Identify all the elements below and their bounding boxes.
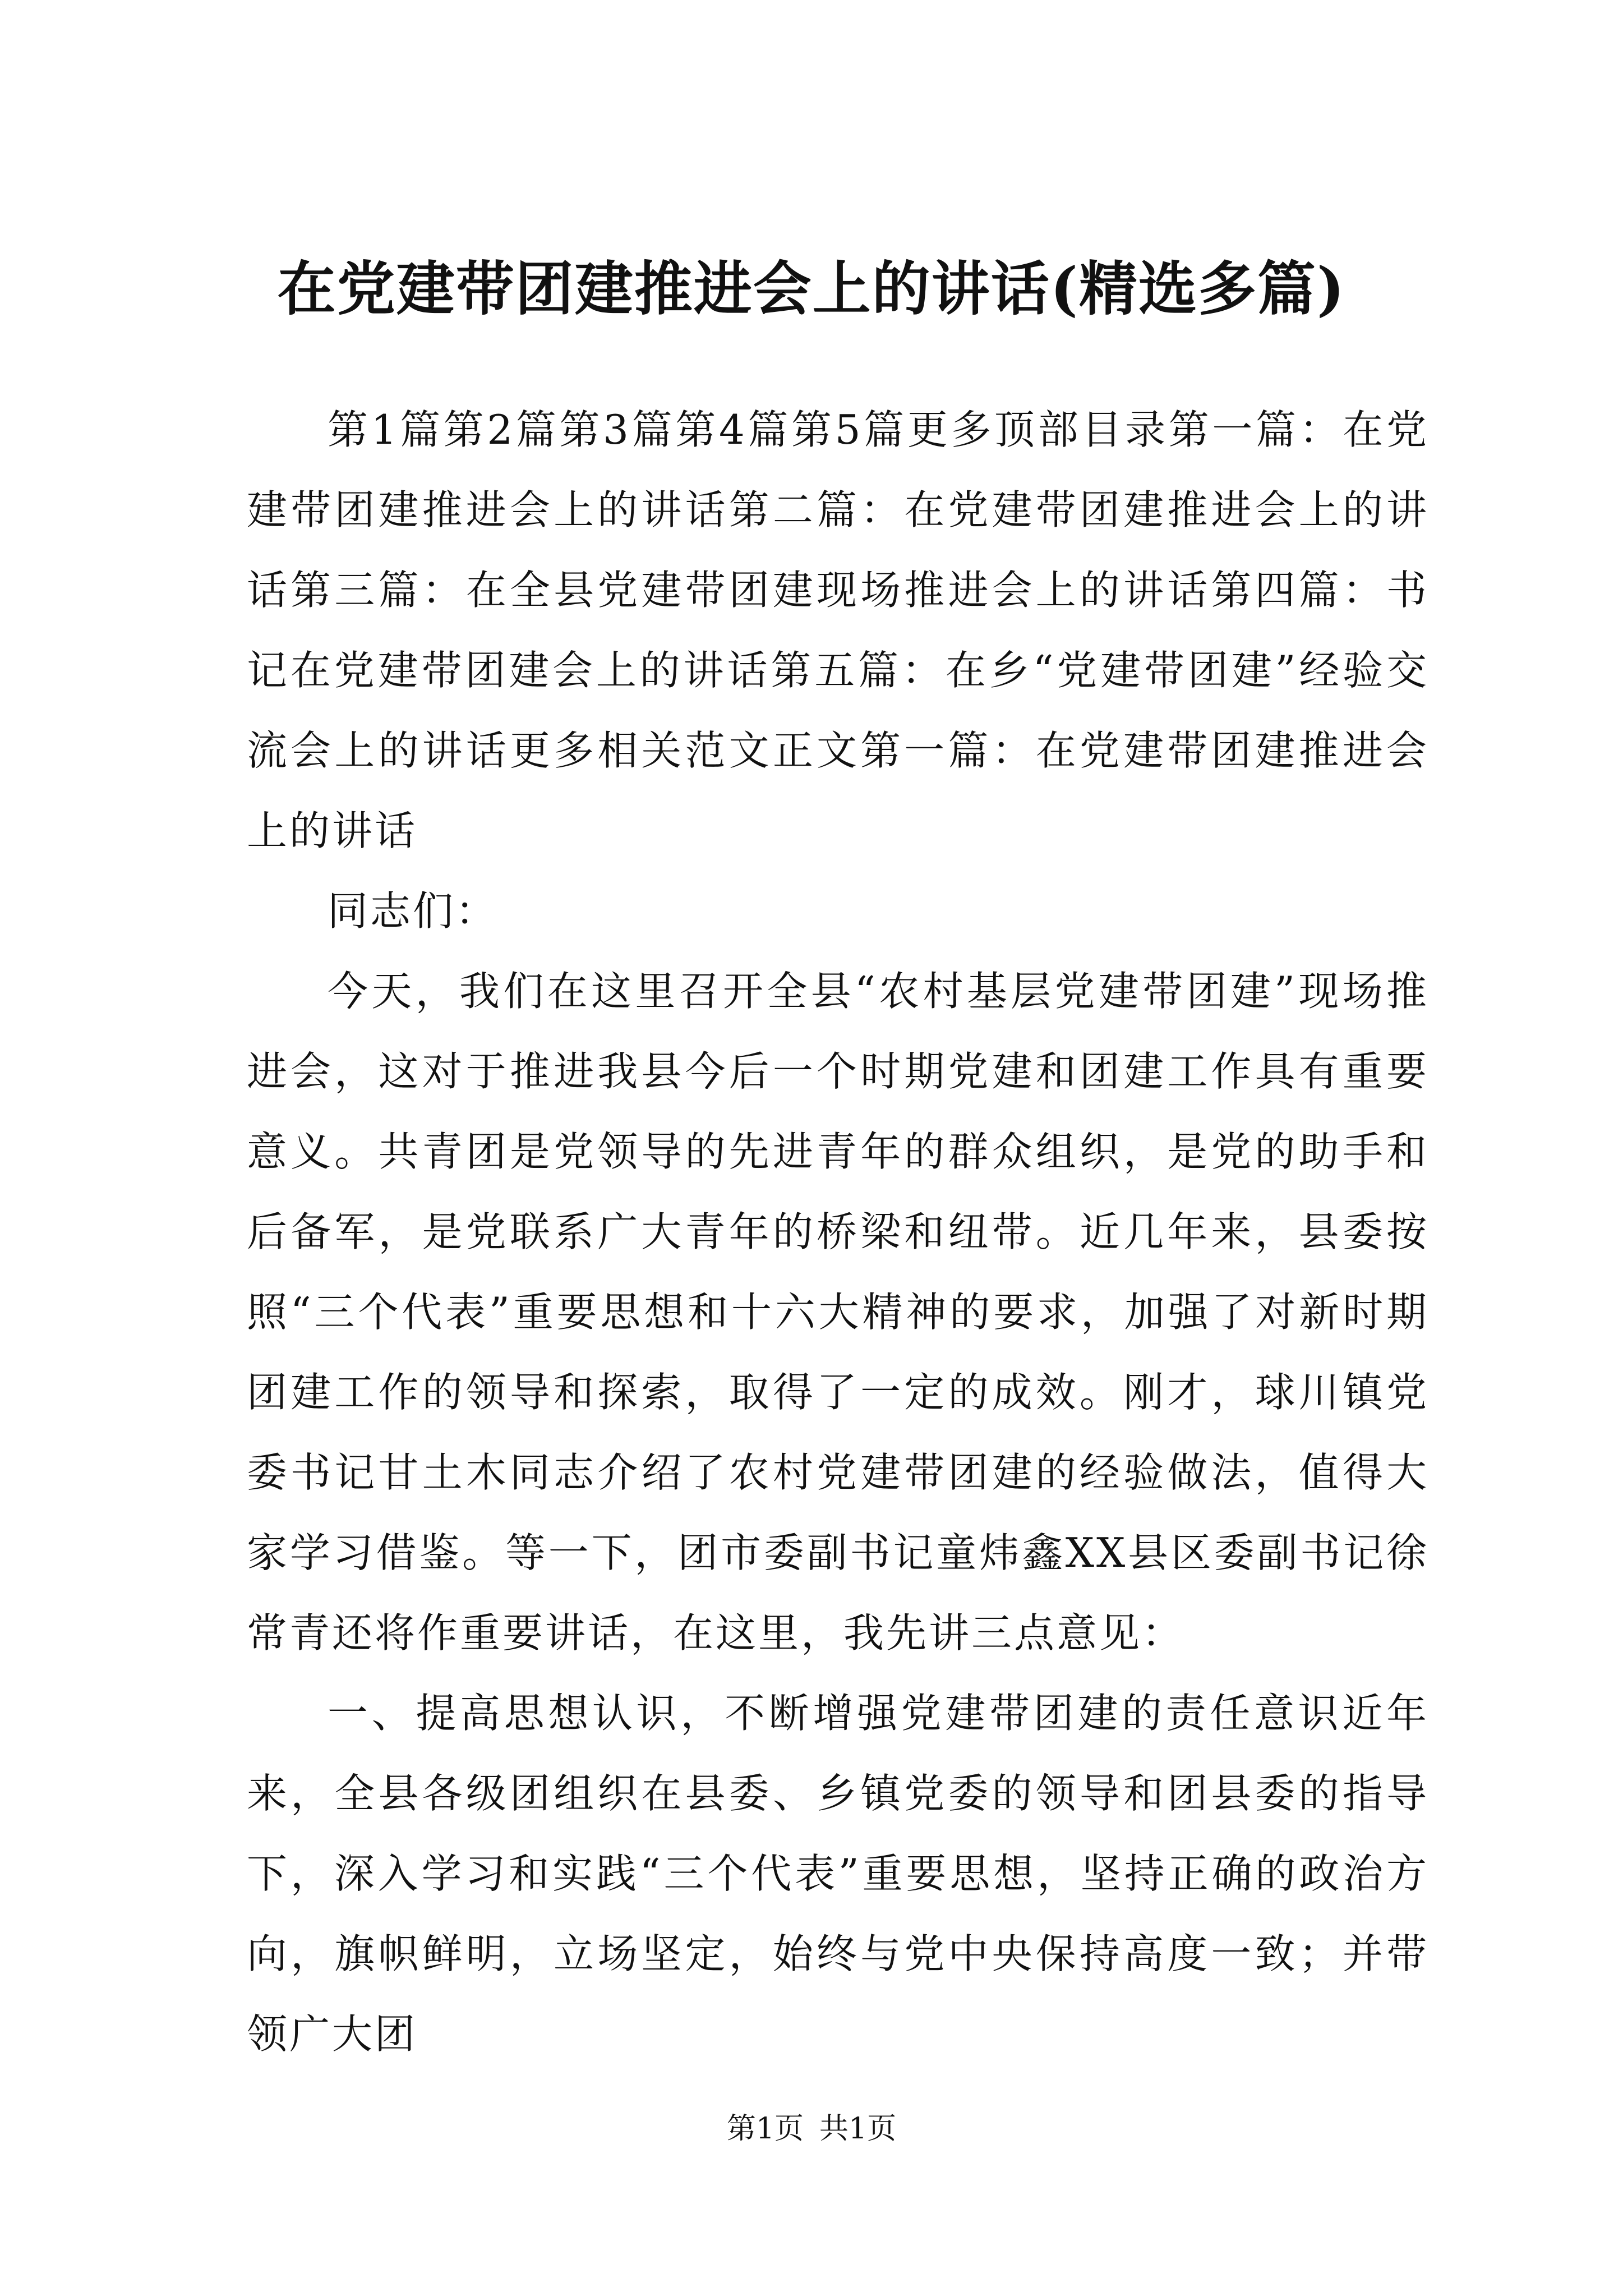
paragraph-section-one: 一、提高思想认识，不断增强党建带团建的责任意识近年来，全县各级团组织在县委、乡镇党委的领导和团县委的指导下，深入学习和实践“三个代表”重要思想，坚持正确的政治方向，旗帜鲜明，立场坚定，始终与党中央保持高度一致；并带领广大团 — [247, 1690, 1429, 2058]
paragraph-salutation: 同志们： — [328, 887, 499, 935]
document-body — [247, 390, 1429, 2074]
paragraph-toc: 第1篇第2篇第3篇第4篇第5篇更多顶部目录第一篇：在党建带团建推进会上的讲话第二篇：在党建带团建推进会上的讲话第三篇：在全县党建带团建现场推进会上的讲话第四篇：书记在党建带团建会上的讲话第五篇：在乡“党建带团建”经验交流会上的讲话更多相关范文正文第一篇：在党建带团建推进会上的讲话 — [247, 406, 1429, 854]
document-title: 在党建带团建推进会上的讲话(精选多篇) — [277, 254, 1346, 323]
page-number: 第1页 — [726, 2112, 804, 2146]
paragraph-intro: 今天，我们在这里召开全县“农村基层党建带团建”现场推进会，这对于推进我县今后一个时期党建和团建工作具有重要意义。共青团是党领导的先进青年的群众组织，是党的助手和后备军，是党联系广大青年的桥梁和纽带。近几年来，县委按照“三个代表”重要思想和十六大精神的要求，加强了对新时期团建工作的领导和探索，取得了一定的成效。刚才，球川镇党委书记甘土木同志介绍了农村党建带团建的经验做法，值得大家学习借鉴。等一下，团市委副书记童炜鑫XX县区委副书记徐常青还将作重要讲话，在这里，我先讲三点意见： — [247, 968, 1429, 1657]
page-footer — [0, 2106, 1623, 2151]
page-total: 共1页 — [819, 2112, 897, 2146]
